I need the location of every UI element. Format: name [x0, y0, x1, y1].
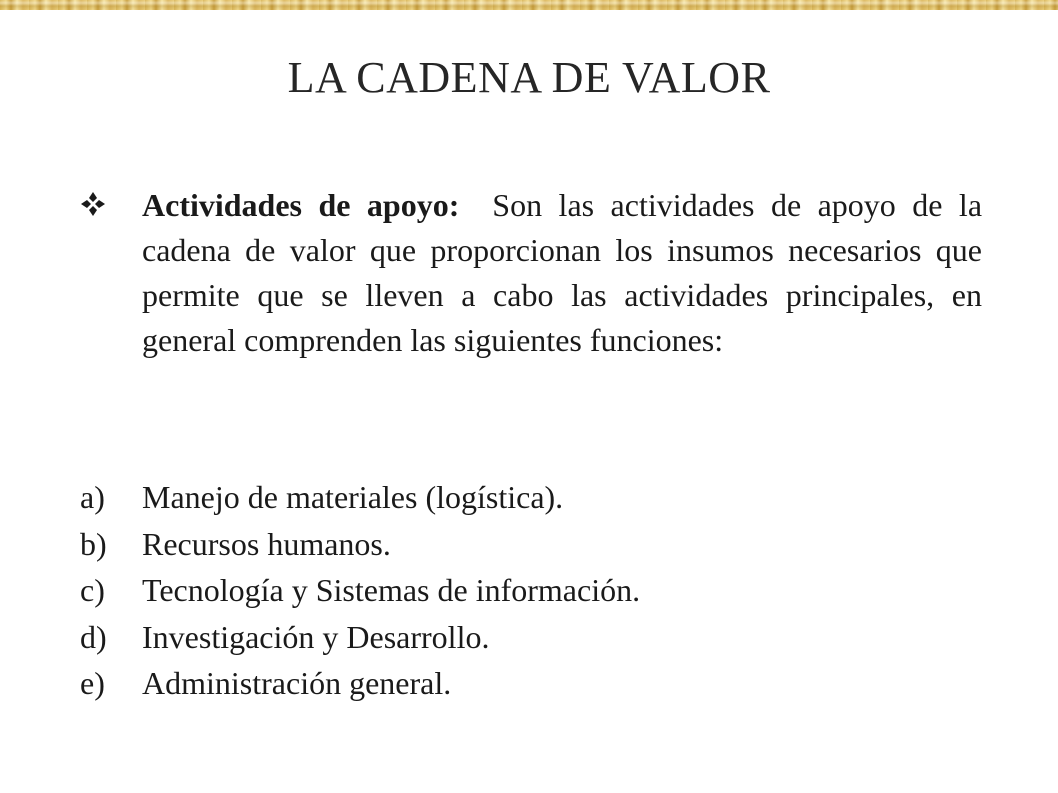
decorative-top-border: [0, 0, 1058, 10]
list-item-text: Manejo de materiales (logística).: [142, 479, 564, 515]
diamond-bullet-icon: [80, 191, 106, 217]
bullet-body: Son las actividades de apoyo de la cadena de valor que proporcionan los insumos necesarios que permite que se lleven a cabo las actividades principales, en general comprenden las siguientes funciones:: [142, 187, 983, 358]
list-marker: a): [80, 479, 105, 515]
functions-list: [80, 474, 982, 707]
list-item: [80, 660, 982, 707]
list-marker: b): [80, 525, 107, 562]
list-marker: c): [80, 572, 105, 608]
bullet-paragraph: [80, 183, 982, 363]
list-item-text: Administración general.: [142, 665, 452, 701]
bullet-lead: Actividades de apoyo:: [142, 187, 460, 223]
list-item: [80, 614, 982, 661]
list-item-text: Recursos humanos.: [142, 525, 391, 562]
list-item: [80, 567, 982, 614]
list-marker: d): [80, 618, 107, 655]
bullet-text: [142, 183, 982, 363]
list-item-text: Investigación y Desarrollo.: [142, 618, 490, 655]
list-marker: e): [80, 665, 105, 701]
list-item-text: Tecnología y Sistemas de información.: [142, 572, 641, 608]
slide-title: LA CADENA DE VALOR: [287, 53, 771, 102]
list-item: [80, 474, 982, 521]
list-item: [80, 521, 982, 568]
